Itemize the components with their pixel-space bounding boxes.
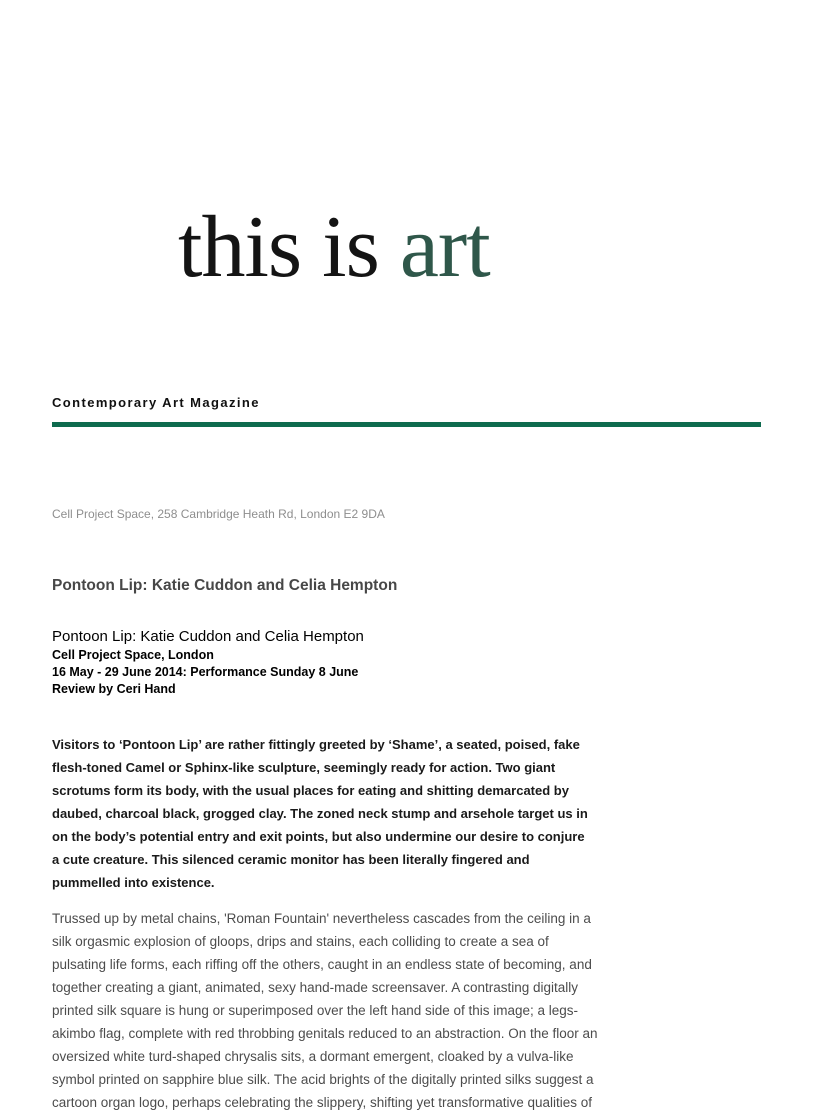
masthead-divider-rule (52, 422, 761, 427)
article-subtitle: Pontoon Lip: Katie Cuddon and Celia Hempton (52, 628, 364, 645)
magazine-logo (52, 116, 764, 380)
article-page-title: Pontoon Lip: Katie Cuddon and Celia Hempton (52, 577, 398, 594)
magazine-tagline: Contemporary Art Magazine (52, 395, 260, 410)
venue-address-line: Cell Project Space, 258 Cambridge Heath Rd, London E2 9DA (52, 507, 385, 521)
article-byline: Review by Ceri Hand (52, 682, 176, 696)
article-body-paragraph: Trussed up by metal chains, 'Roman Fountain' nevertheless cascades from the ceiling in a silk orgasmic explosion of gloops, drips and stains, each colliding to create a sea of pulsating life forms, each riffing off the others, caught in an endless state of becoming, and together creating a giant, animated, sexy hand-made screensaver. A contrasting digitally printed silk square is hung or superimposed over the left hand side of this image; a legs-akimbo flag, complete with red throbbing genitals reduced to an abstraction. On the floor an oversized white turd-shaped chrysalis sits, a dormant emergent, cloaked by a vulva-like symbol printed on sapphire blue silk. The acid brights of the digitally printed silks suggest a cartoon organ logo, perhaps celebrating the slippery, shifting yet transformative qualities of (52, 911, 598, 1110)
logo-text-this-is: this is (178, 199, 400, 296)
logo-text-art: art (399, 199, 490, 296)
article-header-block (52, 628, 764, 698)
article-lead-paragraph: Visitors to ‘Pontoon Lip’ are rather fittingly greeted by ‘Shame’, a seated, poised, fake flesh-toned Camel or Sphinx-like sculpture, seemingly ready for action. Two giant scrotums form its body, with the usual places for eating and shitting demarcated by daubed, charcoal black, grogged clay. The zoned neck stump and arsehole target us in on the body’s potential entry and exit points, but also undermine our desire to conjure a cute creature. This silenced ceramic monitor has been literally fingered and pummelled into existence. (52, 737, 588, 890)
article-venue: Cell Project Space, London (52, 648, 214, 662)
article-dates: 16 May - 29 June 2014: Performance Sunday 8 June (52, 665, 359, 679)
masthead (52, 0, 764, 427)
